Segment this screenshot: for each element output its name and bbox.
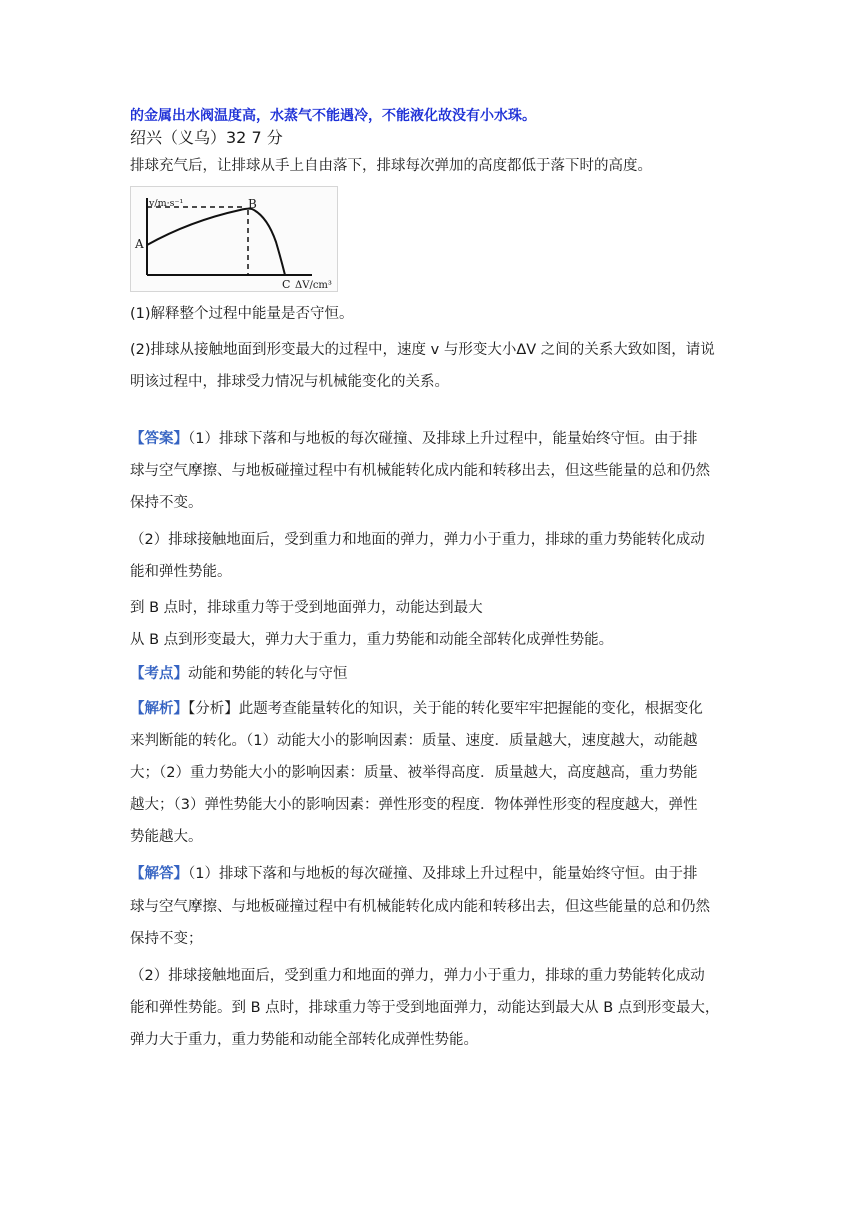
jieda-tag: 【解答】 — [130, 866, 188, 882]
x-axis-label: ΔV/cm³ — [295, 280, 332, 291]
point-c-label: C — [282, 278, 291, 291]
jieda-line-1: 【解答】（1）排球下落和与地板的每次碰撞、及排球上升过程中，能量始终守恒。由于排 — [130, 866, 698, 882]
answer-line-6: 到 B 点时，排球重力等于受到地面弹力，动能达到最大 — [130, 600, 483, 616]
blue-note-line: 的金属出水阀温度高，水蒸气不能遇冷，不能液化故没有小水珠。 — [130, 108, 536, 124]
kaodian-tag: 【考点】 — [130, 666, 188, 682]
jiexi-line-5: 势能越大。 — [130, 829, 203, 845]
jiexi-line-4: 越大；（3）弹性势能大小的影响因素：弹性形变的程度．物体弹性形变的程度越大，弹性 — [130, 797, 698, 813]
jieda-line-4: （2）排球接触地面后，受到重力和地面的弹力，弹力小于重力，排球的重力势能转化成动 — [130, 968, 705, 984]
point-b-label: B — [248, 197, 257, 211]
question-part-2-line-1: (2)排球从接触地面到形变最大的过程中，速度 v 与形变大小ΔV 之间的关系大致如图，请说 — [130, 342, 715, 358]
jiexi-line-1: 【解析】【分析】此题考查能量转化的知识，关于能的转化要牢牢把握能的变化，根据变化 — [130, 701, 703, 717]
velocity-deformation-graph — [130, 186, 338, 292]
answer-line-7: 从 B 点到形变最大，弹力大于重力，重力势能和动能全部转化成弹性势能。 — [130, 632, 614, 648]
jiexi-tag: 【解析】 — [130, 701, 188, 717]
question-heading: 绍兴（义乌）32 7 分 — [130, 128, 283, 147]
question-part-1: (1)解释整个过程中能量是否守恒。 — [130, 306, 354, 322]
jiexi-line-3: 大；（2）重力势能大小的影响因素：质量、被举得高度．质量越大，高度越高，重力势能 — [130, 765, 698, 781]
answer-line-5: 能和弹性势能。 — [130, 564, 232, 580]
y-axis-label: v/m·s⁻¹ — [149, 198, 184, 209]
velocity-deformation-figure — [130, 186, 338, 292]
answer-line-4: （2）排球接触地面后，受到重力和地面的弹力，弹力小于重力，排球的重力势能转化成动 — [130, 532, 705, 548]
jieda-line-3: 保持不变； — [130, 931, 203, 947]
jieda-line-5: 能和弹性势能。到 B 点时，排球重力等于受到地面弹力，动能达到最大从 B 点到形变最大， — [130, 1000, 720, 1016]
answer-tag: 【答案】 — [130, 431, 188, 447]
question-part-2-line-2: 明该过程中，排球受力情况与机械能变化的关系。 — [130, 374, 449, 390]
kaodian-line: 【考点】动能和势能的转化与守恒 — [130, 666, 348, 682]
answer-line-2: 球与空气摩擦、与地板碰撞过程中有机械能转化成内能和转移出去，但这些能量的总和仍然 — [130, 463, 710, 479]
question-intro: 排球充气后，让排球从手上自由落下，排球每次弹加的高度都低于落下时的高度。 — [130, 158, 652, 174]
answer-line-1: 【答案】（1）排球下落和与地板的每次碰撞、及排球上升过程中，能量始终守恒。由于排 — [130, 431, 698, 447]
answer-line-3: 保持不变。 — [130, 495, 203, 511]
jiexi-line-2: 来判断能的转化。（1）动能大小的影响因素：质量、速度．质量越大，速度越大，动能越 — [130, 733, 698, 749]
jieda-line-6: 弹力大于重力，重力势能和动能全部转化成弹性势能。 — [130, 1032, 478, 1048]
jieda-line-2: 球与空气摩擦、与地板碰撞过程中有机械能转化成内能和转移出去，但这些能量的总和仍然 — [130, 899, 710, 915]
point-a-label: A — [135, 237, 144, 251]
